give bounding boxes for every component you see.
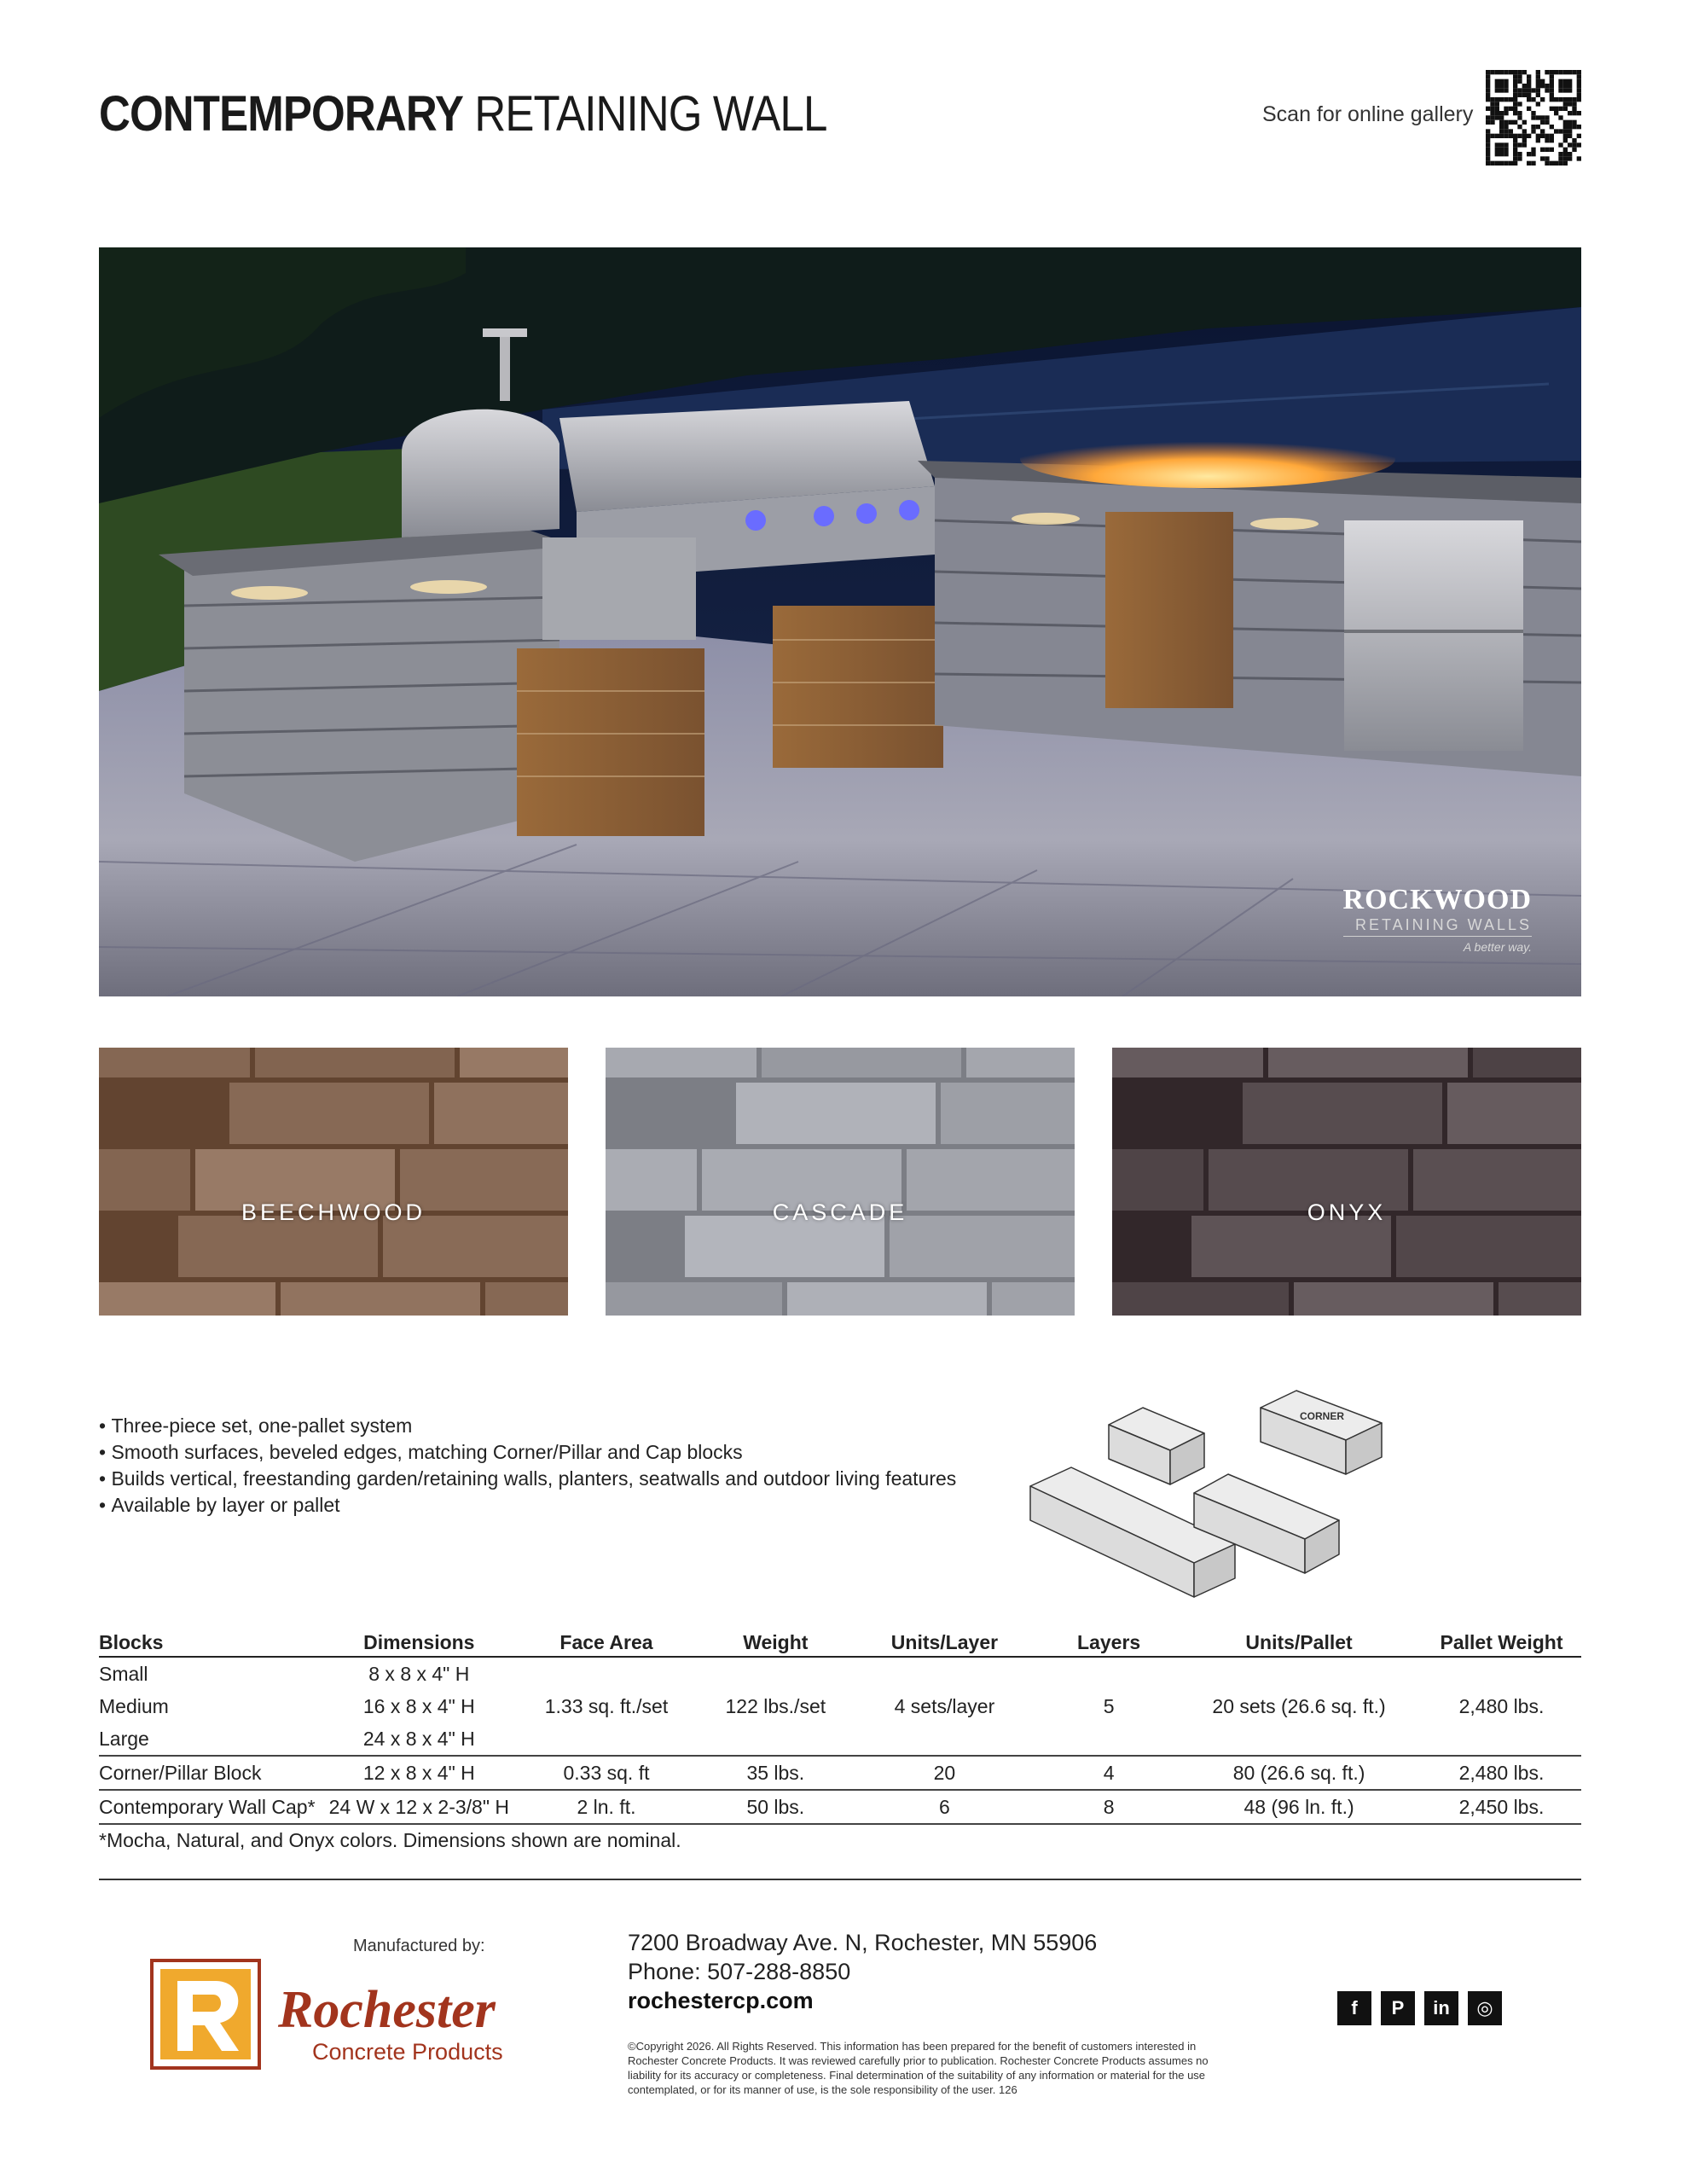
brand-name: ROCKWOOD [1342, 884, 1532, 915]
table-cell: 24 x 8 x 4" H [362, 1727, 475, 1750]
table-row [99, 1657, 1581, 1690]
table-cell: 4 sets/layer [894, 1694, 995, 1717]
swatch-cascade[interactable] [606, 1048, 1075, 1316]
table-cell: 16 x 8 x 4" H [362, 1694, 475, 1717]
col-header: Blocks [99, 1628, 329, 1657]
spec-table [99, 1628, 1581, 1825]
address: 7200 Broadway Ave. N, Rochester, MN 55906 [628, 1930, 1098, 1955]
table-cell: Contemporary Wall Cap* [99, 1790, 329, 1824]
hero-photo [99, 247, 1581, 996]
table-row [99, 1690, 1581, 1722]
table-cell: 35 lbs. [704, 1756, 848, 1790]
pinterest-icon[interactable]: P [1381, 1991, 1415, 2025]
qr-code-icon[interactable] [1486, 70, 1581, 166]
feature-item: • Builds vertical, freestanding garden/retaining walls, planters, seatwalls and outdoor living features [99, 1466, 956, 1492]
table-cell: 80 (26.6 sq. ft.) [1176, 1756, 1422, 1790]
swatch-onyx[interactable] [1112, 1048, 1581, 1316]
swatch-beechwood[interactable] [99, 1048, 568, 1316]
col-header: Layers [1041, 1628, 1176, 1657]
swatch-label: CASCADE [772, 1199, 908, 1225]
brand-sub: RETAINING WALLS [1343, 916, 1532, 937]
linkedin-icon[interactable]: in [1424, 1991, 1458, 2025]
table-cell: 122 lbs./set [725, 1694, 826, 1717]
table-cell: Small [99, 1662, 148, 1685]
table-cell: 12 x 8 x 4" H [329, 1756, 509, 1790]
feature-list [99, 1413, 956, 1519]
table-row [99, 1790, 1581, 1824]
table-cell: 20 [848, 1756, 1041, 1790]
website-link[interactable]: rochestercp.com [628, 1988, 814, 2013]
table-cell: 48 (96 ln. ft.) [1176, 1790, 1422, 1824]
table-cell: 6 [848, 1790, 1041, 1824]
phone[interactable]: Phone: 507-288-8850 [628, 1959, 851, 1984]
table-cell: 0.33 sq. ft [509, 1756, 704, 1790]
rockwood-brand-mark [1343, 884, 1532, 954]
table-row [99, 1722, 1581, 1756]
table-cell: 8 [1041, 1790, 1176, 1824]
col-header: Face Area [509, 1628, 704, 1657]
table-cell: 5 [1103, 1694, 1115, 1717]
instagram-icon[interactable]: ◎ [1468, 1991, 1502, 2025]
table-cell: 50 lbs. [704, 1790, 848, 1824]
table-cell: 2,450 lbs. [1422, 1790, 1581, 1824]
table-cell: 8 x 8 x 4" H [368, 1662, 470, 1685]
rochester-logo[interactable] [150, 1959, 577, 2073]
col-header: Weight [704, 1628, 848, 1657]
feature-item: • Smooth surfaces, beveled edges, matching Corner/Pillar and Cap blocks [99, 1439, 956, 1466]
table-cell: 24 W x 12 x 2-3/8" H [329, 1790, 509, 1824]
col-header: Dimensions [329, 1628, 509, 1657]
table-cell: 2,480 lbs. [1422, 1756, 1581, 1790]
brand-tagline: A better way. [1463, 940, 1532, 954]
swatch-label: ONYX [1307, 1199, 1387, 1225]
col-header: Units/Layer [848, 1628, 1041, 1657]
manufactured-by-label: Manufactured by: [353, 1937, 485, 1955]
feature-item: • Available by layer or pallet [99, 1492, 956, 1519]
col-header: Pallet Weight [1422, 1628, 1581, 1657]
table-cell: Medium [99, 1694, 169, 1717]
facebook-icon[interactable]: f [1337, 1991, 1371, 2025]
table-cell: 1.33 sq. ft./set [544, 1694, 669, 1717]
table-cell: Large [99, 1727, 149, 1750]
table-cell: 4 [1041, 1756, 1176, 1790]
social-links [1337, 1991, 1502, 2025]
divider [99, 1879, 1581, 1880]
swatch-label: BEECHWOOD [241, 1199, 426, 1225]
logo-company-sub: Concrete Products [312, 2039, 503, 2065]
block-set-illustration [1023, 1374, 1399, 1621]
copyright-text: ©Copyright 2026. All Rights Reserved. This information has been prepared for the benefit of customers interested in Rochester Concrete Products. It was reviewed carefully prior to publication. Rochester Concrete Products assumes no liability for its accuracy or completeness. Final determination of the suitability of any information or material for the use contemplated, or for its manner of use, is the sole responsibility of the user. 126 [628, 2040, 1209, 2096]
table-header-row [99, 1628, 1581, 1657]
title-light: RETAINING WALL [474, 86, 827, 142]
table-cell: 20 sets (26.6 sq. ft.) [1212, 1694, 1386, 1717]
title-bold: CONTEMPORARY [99, 86, 464, 142]
scan-label: Scan for online gallery [1262, 102, 1474, 126]
feature-item: • Three-piece set, one-pallet system [99, 1413, 956, 1439]
logo-company-name: Rochester [278, 1981, 496, 2039]
table-footnote: *Mocha, Natural, and Onyx colors. Dimensions shown are nominal. [99, 1829, 681, 1851]
table-cell: 2,480 lbs. [1458, 1694, 1545, 1717]
page-title [99, 85, 826, 142]
table-row [99, 1756, 1581, 1790]
table-cell: Corner/Pillar Block [99, 1756, 329, 1790]
corner-label: CORNER [1300, 1410, 1345, 1422]
col-header: Units/Pallet [1176, 1628, 1422, 1657]
table-cell: 2 ln. ft. [509, 1790, 704, 1824]
